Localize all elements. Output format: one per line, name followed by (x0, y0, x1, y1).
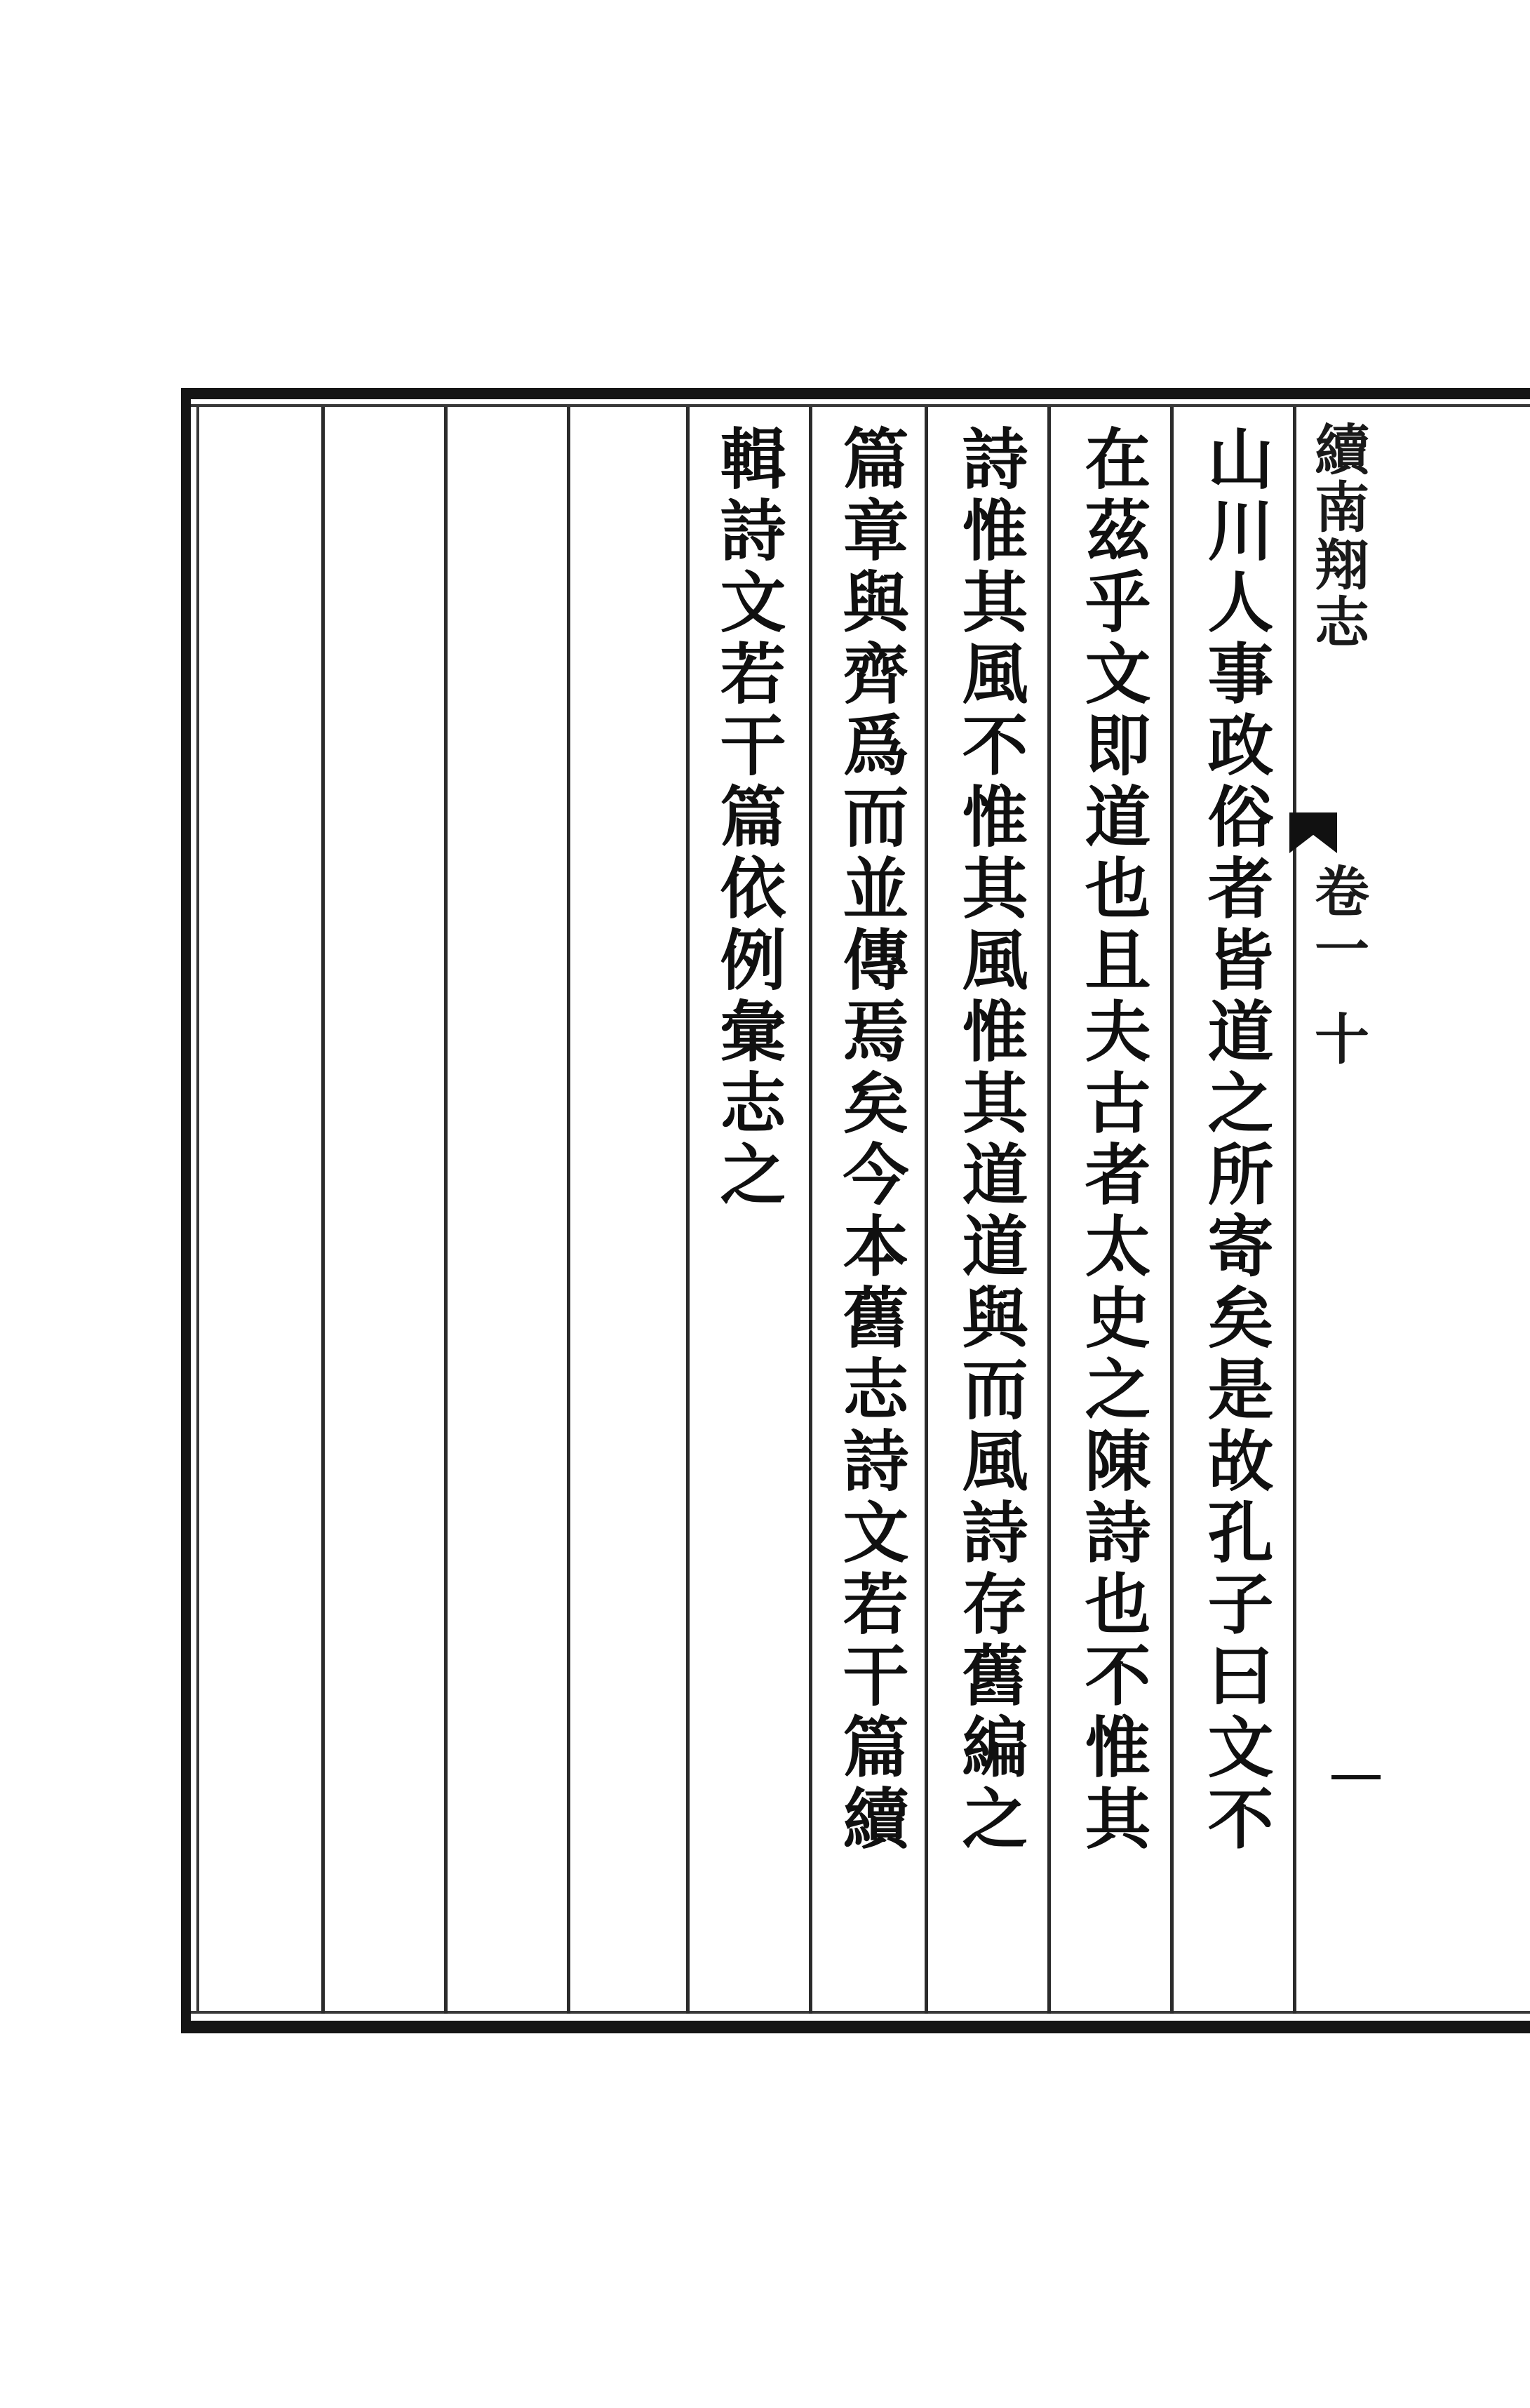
running-title: 續南翔志 (1306, 421, 1369, 651)
frame-top-inner-border (181, 404, 1530, 407)
fish-tail-mark (1289, 812, 1337, 853)
column-rule (809, 407, 812, 2014)
text-column-3: 詩惟其風不惟其風惟其道道與而風詩存舊編之 (951, 424, 1028, 1856)
text-column-2: 在茲乎文即道也且夫古者太史之陳詩也不惟其 (1073, 424, 1150, 1856)
column-rule (925, 407, 928, 2014)
text-column-1: 山川人事政俗者皆道之所寄矣是故孔子曰文不 (1196, 424, 1273, 1856)
column-rule (1293, 407, 1296, 2014)
running-juan: 卷一 (1306, 863, 1369, 978)
column-rule (444, 407, 448, 2014)
frame-left-inner-border (196, 407, 199, 2014)
running-juan-suffix: 十 (1306, 1010, 1369, 1068)
text-column-5: 輯詩文若干篇依例彙志之 (709, 424, 786, 1212)
text-column-4: 篇章與齊爲而並傳焉矣今本舊志詩文若干篇續 (831, 424, 908, 1856)
column-rule (321, 407, 325, 2014)
column-rule (686, 407, 690, 2014)
frame-bottom-inner-border (181, 2011, 1530, 2014)
column-rule (1047, 407, 1051, 2014)
frame-left-border (181, 388, 191, 2033)
frame-bottom-border (181, 2021, 1530, 2033)
frame-top-border (181, 388, 1530, 399)
page-number-mark (1331, 1775, 1381, 1779)
column-rule (1170, 407, 1174, 2014)
column-rule (567, 407, 570, 2014)
